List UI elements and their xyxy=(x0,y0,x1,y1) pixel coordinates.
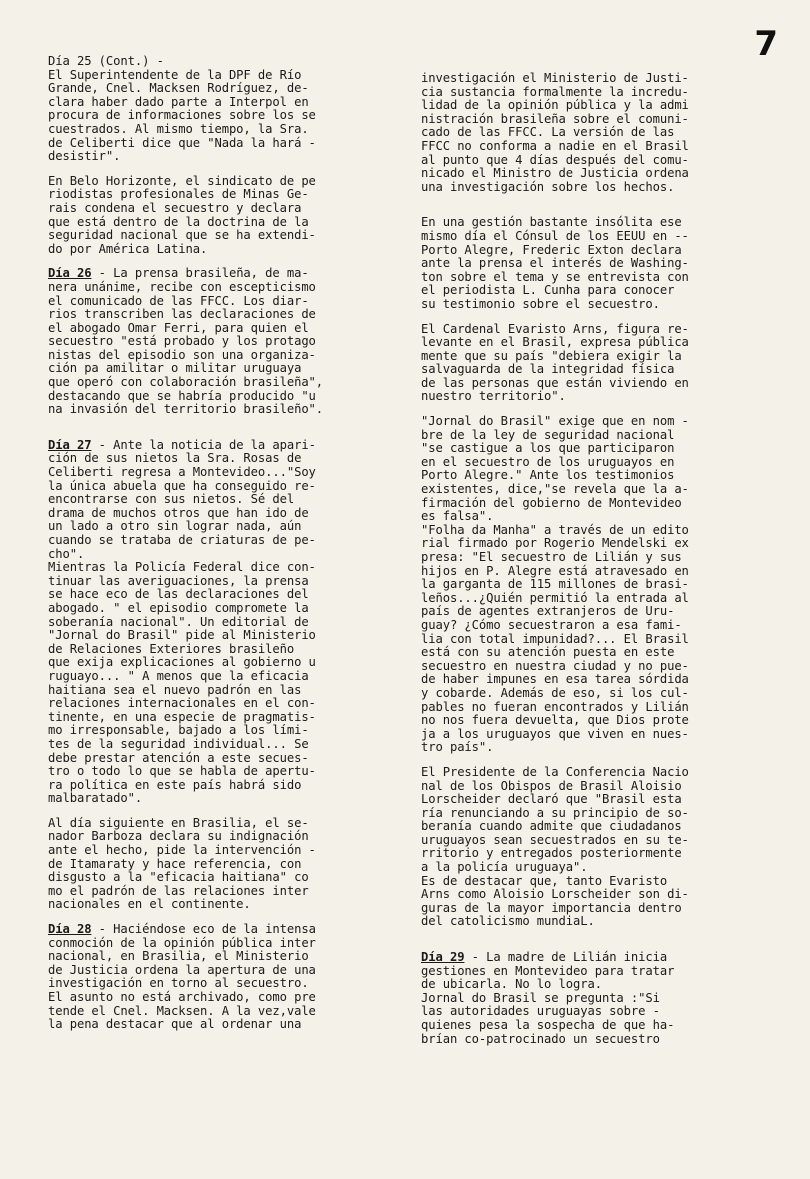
page-number: 7 xyxy=(754,24,778,64)
paragraph-dia-27: Día 27 - Ante la noticia de la apari- ción de sus nietos la Sra. Rosas de Celiberti regresa a Montevideo..."Soy la única abuela que ha conseguido re- encontrarse con sus nietos. Sé del drama de muchos otros que han ido de un lado a otro sin lograr nada, aún cuando se trataba de criaturas de pe- cho". Mientras la Policía Federal dice con- tinuar las averiguaciones, la prensa se hace eco de las declaraciones del abogado. " el episodio compromete la soberanía nacional". Un editorial de "Jornal do Brasil" pide al Ministerio de Relaciones Exteriores brasileño que exija explicaciones al gobierno u ruguayo... " A menos que la eficacia haitiana sea el nuevo padrón en las relaciones internacionales en el con- tinente, en una especie de pragmatis- mo irresponsable, bajado a los lími- tes de la seguridad individual... Se debe prestar atención a este secues- tro o todo lo que se habla de apertu- ra política en este país habrá sido malbaratado". xyxy=(48,437,316,806)
left-column xyxy=(48,55,393,1032)
paragraph-consul-eeuu: En una gestión bastante insólita ese mismo día el Cónsul de los EEUU en -- Porto Alegre, Frederic Exton declara ante la prensa el interés de Washing- ton sobre el tema y se entrevista con el periodista L. Cunha para conocer su testimonio sobre el secuestro. xyxy=(421,215,689,311)
right-column xyxy=(421,72,769,1046)
paragraph-jornal-folha: "Jornal do Brasil" exige que en nom - bre de la ley de seguridad nacional "se castigue a los que participaron en el secuestro de los uruguayos en Porto Alegre." Ante los testimonios existentes, dice,"se revela que la a- firmación del gobierno de Montevideo es falsa". "Folha da Manha" a través de un edito rial firmado por Rogerio Mendelski ex presa: "El secuestro de Lilián y sus hijos en P. Alegre está atravesado en la garganta de 115 millones de brasi- leños...¿Quién permitió la entrada al país de agentes extranjeros de Uru- guay? ¿Cómo secuestraron a esa fami- lia con total impunidad?... El Brasil está con su atención puesta en este secuestro en nuestra ciudad y no pue- de haber impunes en esa tarea sórdida y cobarde. Además de eso, si los cul- pables no fueran encontrados y Lilián no nos fuera devuelta, que Dios prote ja a los uruguayos que viven en nues- tro país". xyxy=(421,414,689,755)
paragraph-dia-28: Día 28 - Haciéndose eco de la intensa conmoción de la opinión pública inter nacional, en Brasilia, el Ministerio de Justicia ordena la apertura de una investigación en torno al secuestro. El asunto no está archivado, como pre tende el Cnel. Macksen. A la vez,vale la pena destacar que al ordenar una xyxy=(48,922,316,1032)
paragraph-dia-26: Día 26 - La prensa brasileña, de ma- nera unánime, recibe con escepticismo el comunicado de las FFCC. Los diar- rios transcriben las declaraciones de el abogado Omar Ferri, para quien el secuestro "está probado y los protago nistas del episodio son una organiza- ción pa amilitar o militar uruguaya que operó con colaboración brasileña", destacando que se habría producido "u na invasión del territorio brasileño". xyxy=(48,266,324,417)
day-heading-26: Día 26 xyxy=(48,266,92,281)
paragraph-investigacion: investigación el Ministerio de Justi- cia sustancia formalmente la incredu- lidad de la opinión pública y la admi nistración brasileña sobre el comuni- cado de las FFCC. La versión de las FFCC no conforma a nadie en el Brasil al punto que 4 días después del comu- nicado el Ministro de Justicia ordena una investigación sobre los hechos. xyxy=(421,71,689,194)
paragraph-belo-horizonte: En Belo Horizonte, el sindicato de pe riodistas profesionales de Minas Ge- rais condena el secuestro y declara que está dentro de la doctrina de la seguridad nacional que se ha extendi- do por América Latina. xyxy=(48,173,316,256)
paragraph-dia-25: Día 25 (Cont.) - El Superintendente de la DPF de Río Grande, Cnel. Macksen Rodríguez, de- clara haber dado parte a Interpol en procura de informaciones sobre los se cuestrados. Al mismo tiempo, la Sra. de Celiberti dice que "Nada la hará - desistir". xyxy=(48,54,316,164)
paragraph-dia-29: Día 29 - La madre de Lilián inicia gestiones en Montevideo para tratar de ubicarla. No lo logra. Jornal do Brasil se pregunta :"Si las autoridades uruguayas sobre - quienes pesa la sospecha de que ha- brían co-patrocinado un secuestro xyxy=(421,950,675,1046)
day-heading-29: Día 29 xyxy=(421,950,465,965)
paragraph-cardenal-arns: El Cardenal Evaristo Arns, figura re- levante en el Brasil, expresa pública mente que su país "debiera exigir la salvaguarda de la integridad física de las personas que están viviendo en nuestro territorio". xyxy=(421,321,689,404)
paragraph-obispos: El Presidente de la Conferencia Nacio nal de los Obispos de Brasil Aloisio Lorscheider declaró que "Brasil esta ría renunciando a su principio de so- beranía cuando admite que ciudadanos uruguayos sean secuestrados en su te- rritorio y entregados posteriormente a la policía uruguaya". Es de destacar que, tanto Evaristo Arns como Aloisio Lorscheider son di- guras de la mayor importancia dentro del catolicismo mundiaL. xyxy=(421,764,689,929)
day-heading-27: Día 27 xyxy=(48,437,92,452)
paragraph-brasilia: Al día siguiente en Brasilia, el se- nador Barboza declara su indignación ante el hecho, pide la intervención - de Itamaraty y hace referencia, con disgusto a la "eficacia haitiana" co mo el padrón de las relaciones inter nacionales en el continente. xyxy=(48,815,316,912)
day-heading-28: Día 28 xyxy=(48,922,92,937)
